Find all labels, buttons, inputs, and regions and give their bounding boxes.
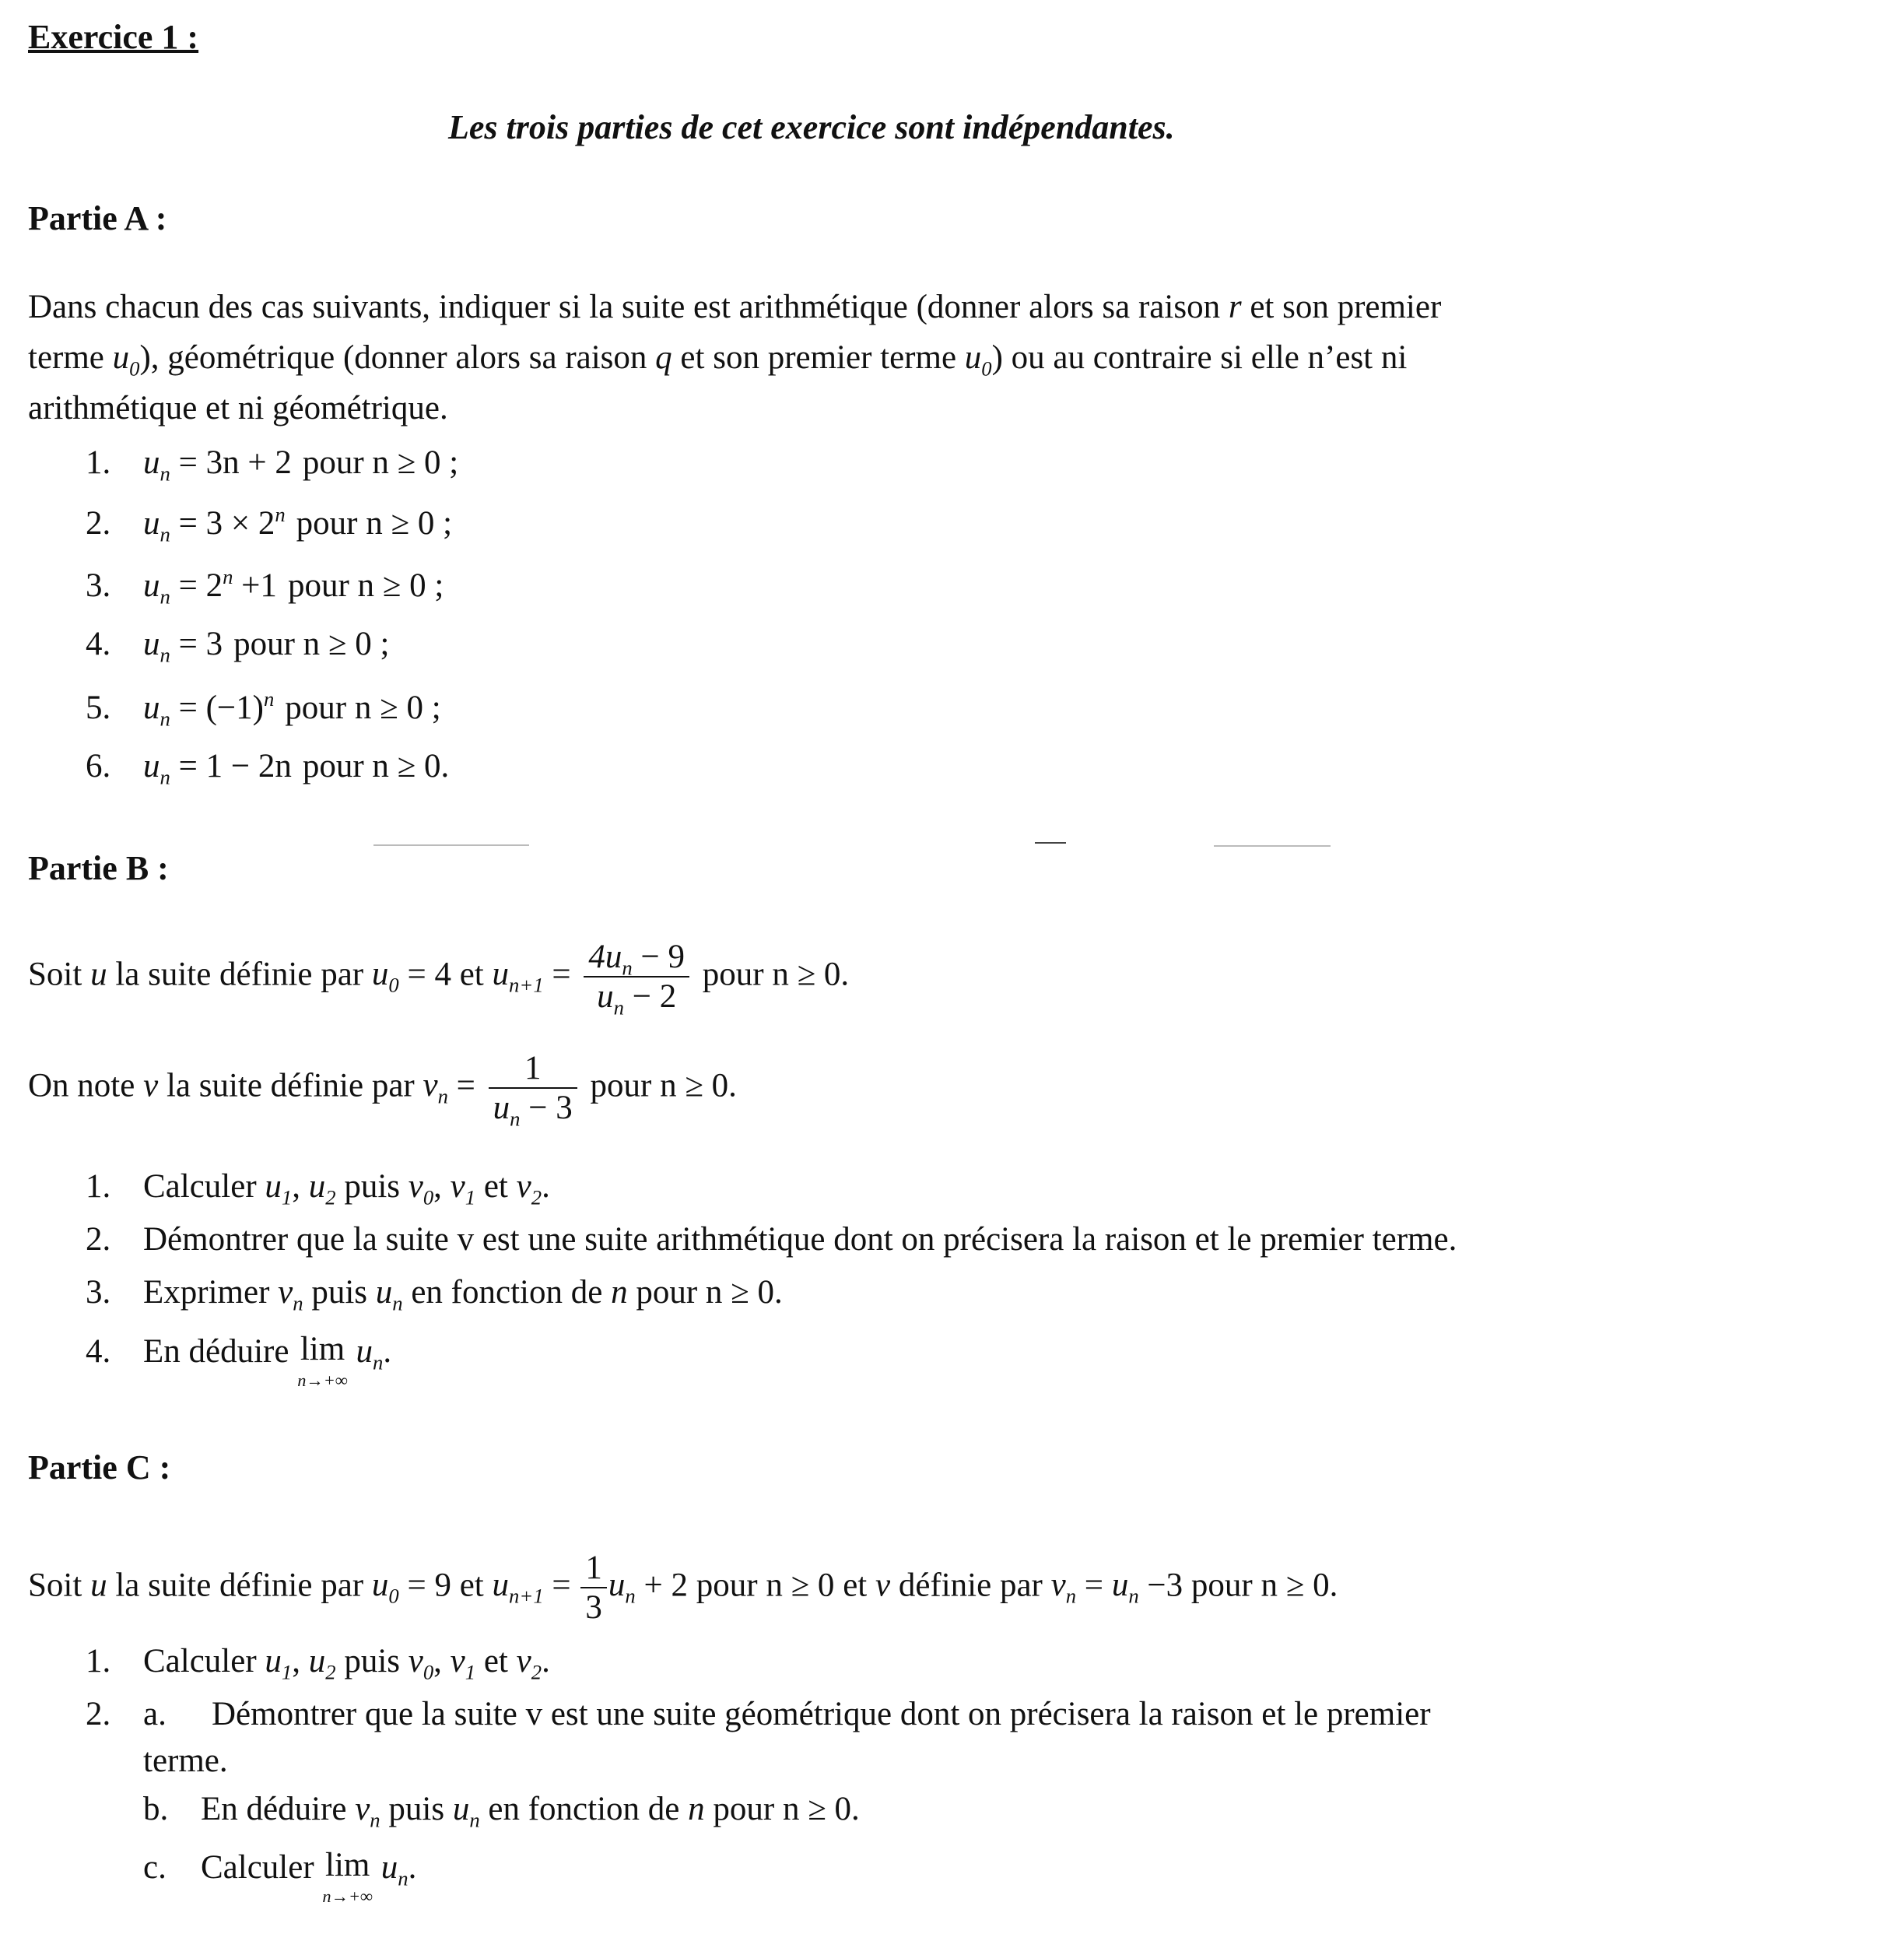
var-un: $u_n$ bbox=[143, 505, 170, 546]
text: pour n ≥ 0. bbox=[636, 1274, 783, 1311]
condition: pour n ≥ 0 ; bbox=[233, 626, 390, 662]
sub-label: b. bbox=[143, 1791, 169, 1827]
text: et bbox=[483, 1643, 508, 1679]
text: la suite définie par bbox=[115, 956, 364, 993]
scan-noise bbox=[1214, 845, 1331, 847]
frac-den-tail: − 3 bbox=[520, 1090, 573, 1127]
text: Démontrer que la suite v est une suite géométrique dont on précisera la raison et le premier bbox=[212, 1696, 1431, 1732]
var-u: u bbox=[90, 1567, 107, 1604]
frac-num-tail: − 9 bbox=[632, 939, 686, 975]
var-un: $u_n$ bbox=[143, 444, 170, 486]
condition: pour n ≥ 0. bbox=[590, 1067, 737, 1104]
intro-text: ), géométrique (donner alors sa raison bbox=[139, 339, 647, 376]
u0-value: = 4 bbox=[407, 956, 451, 993]
formula: = 3 × 2 bbox=[178, 505, 275, 542]
var-u: u bbox=[90, 956, 107, 993]
var-n: n bbox=[688, 1791, 705, 1827]
v-def: −3 bbox=[1147, 1567, 1183, 1604]
text: Calculer bbox=[143, 1643, 257, 1679]
formula: = 3n + 2 bbox=[178, 444, 292, 481]
text: puis bbox=[344, 1643, 400, 1679]
item-number: 1. bbox=[86, 444, 111, 481]
part-a-item bbox=[86, 747, 450, 789]
var-un1: $u_{n+1}$ bbox=[492, 956, 544, 997]
text: Soit bbox=[28, 956, 82, 993]
part-a-intro-line3: arithmétique et ni géométrique. bbox=[28, 390, 448, 426]
text: la suite définie par bbox=[115, 1567, 364, 1604]
part-b-heading: Partie B : bbox=[28, 849, 169, 887]
part-c-def: Soit u la suite définie par $u_0 = 9$ et $u_{n+1}$ = $\frac{1}{3}$ $u_n + 2$ pour n ≥ 0 et v définie par $v_n = u_n -3$ pour n ≥ 0. bbox=[28, 1550, 1338, 1627]
part-a-heading: Partie A : bbox=[28, 199, 167, 237]
part-a-intro-line1 bbox=[28, 288, 1441, 326]
frac-num: 1 bbox=[489, 1049, 577, 1089]
var-r: r bbox=[1228, 289, 1242, 325]
text: définie par bbox=[898, 1567, 1043, 1604]
rec-tail: + 2 bbox=[635, 1567, 689, 1604]
part-b-def-u: Soit u la suite définie par $u_0 = 4$ et $u_{n+1}$ = $\frac{4u_n - 9}{u_n - 2}$ pour n ≥ 0. bbox=[28, 939, 850, 1020]
recurrence-fraction: $\frac{4u_n - 9}{u_n - 2}$ bbox=[584, 938, 689, 1016]
part-b-q3: 3. Exprimer $v_n$ puis $u_n$ en fonction de n pour n ≥ 0. bbox=[86, 1274, 783, 1315]
var-u0: $u_0$ bbox=[112, 339, 140, 381]
item-number: 2. bbox=[86, 505, 111, 542]
part-c-heading: Partie C : bbox=[28, 1448, 171, 1486]
text: puis bbox=[388, 1791, 445, 1827]
text: pour n ≥ 0. bbox=[713, 1791, 860, 1827]
formula: = (−1) bbox=[178, 690, 264, 726]
sub-label: c. bbox=[143, 1849, 167, 1886]
part-b-def-v: On note v la suite définie par $v_n$ = $\frac{1}{u_n - 3}$ pour n ≥ 0. bbox=[28, 1050, 737, 1131]
item-number: 6. bbox=[86, 748, 111, 784]
condition: pour n ≥ 0. bbox=[1190, 1567, 1338, 1604]
item-number: 3. bbox=[86, 567, 111, 604]
text: Calculer bbox=[201, 1849, 314, 1886]
condition: pour n ≥ 0. bbox=[702, 956, 850, 993]
part-a-intro-line2 bbox=[28, 339, 1408, 381]
v-fraction: $\frac{1}{u_n - 3}$ bbox=[489, 1049, 577, 1128]
text: en fonction de bbox=[411, 1274, 603, 1311]
part-b-q2: 2. Démontrer que la suite v est une suite arithmétique dont on précisera la raison et le premier terme. bbox=[86, 1221, 1457, 1258]
part-a-item bbox=[86, 503, 453, 546]
one-third-fraction bbox=[580, 1549, 607, 1627]
lim-under: n→+∞ bbox=[322, 1887, 373, 1906]
frac-num: 4u bbox=[588, 939, 622, 975]
sub-label: a. bbox=[143, 1696, 167, 1732]
formula: = 2 bbox=[178, 567, 223, 604]
text: Démontrer que la suite v est une suite arithmétique dont on précisera la raison et le premier terme. bbox=[143, 1221, 1457, 1258]
formula: = 1 − 2n bbox=[178, 748, 292, 784]
var-un: $u_n$ bbox=[143, 748, 170, 789]
condition: pour n ≥ 0 bbox=[696, 1567, 835, 1604]
intro-text: et son premier terme bbox=[680, 339, 957, 376]
lim: lim bbox=[325, 1847, 370, 1883]
text: et bbox=[459, 1567, 484, 1604]
limit-expression bbox=[322, 1848, 373, 1905]
part-a-item bbox=[86, 444, 459, 486]
formula-tail: +1 bbox=[233, 567, 277, 604]
item-number: 4. bbox=[86, 626, 111, 662]
var-un: $u_n$ bbox=[143, 567, 170, 609]
condition: pour n ≥ 0 ; bbox=[285, 690, 441, 726]
text: et bbox=[483, 1168, 508, 1205]
var-q: q bbox=[655, 339, 672, 376]
formula: = 3 bbox=[178, 626, 223, 662]
var-u0: $u_0$ bbox=[964, 339, 992, 381]
intro-text: ) ou au contraire si elle n’est ni bbox=[991, 339, 1408, 376]
part-b-q1: 1. Calculer $u_1$, $u_2$ puis $v_0$, $v_1$ et $v_2$. bbox=[86, 1168, 550, 1209]
lim: lim bbox=[300, 1331, 345, 1367]
text: en fonction de bbox=[488, 1791, 680, 1827]
frac-num: 1 bbox=[580, 1549, 607, 1588]
exponent: n bbox=[275, 503, 286, 527]
condition: pour n ≥ 0 ; bbox=[296, 505, 453, 542]
condition: pour n ≥ 0. bbox=[302, 748, 450, 784]
part-a-item bbox=[86, 625, 390, 667]
exercise-subtitle: Les trois parties de cet exercice sont indépendantes. bbox=[448, 108, 1175, 146]
part-c-q2a-cont: terme. bbox=[143, 1743, 228, 1779]
exponent: n bbox=[223, 565, 233, 589]
text: En déduire bbox=[143, 1333, 289, 1370]
u0-value: = 9 bbox=[407, 1567, 451, 1604]
scan-noise bbox=[1035, 842, 1066, 844]
text: Soit bbox=[28, 1567, 82, 1604]
frac-den-tail: − 2 bbox=[624, 978, 677, 1016]
condition: pour n ≥ 0 ; bbox=[302, 444, 459, 481]
var-un: $u_n$ bbox=[143, 690, 170, 731]
exercise-title: Exercice 1 : bbox=[28, 18, 199, 56]
frac-den: 3 bbox=[585, 1589, 602, 1627]
text: la suite définie par bbox=[166, 1067, 415, 1104]
var-vn: $v_n$ bbox=[423, 1067, 448, 1108]
part-a-item bbox=[86, 565, 444, 609]
var-v: v bbox=[143, 1067, 159, 1104]
text: En déduire bbox=[201, 1791, 347, 1827]
part-c-q2a bbox=[86, 1695, 1431, 1733]
item-number: 2. bbox=[86, 1696, 111, 1732]
exponent: n bbox=[263, 687, 275, 711]
text: Calculer bbox=[143, 1168, 257, 1205]
part-a-item bbox=[86, 687, 441, 731]
text: et bbox=[459, 956, 484, 993]
text: puis bbox=[344, 1168, 400, 1205]
part-c-q2b: b. En déduire $v_n$ puis $u_n$ en fonction de n pour n ≥ 0. bbox=[143, 1791, 860, 1832]
item-number: 5. bbox=[86, 690, 111, 726]
intro-text: Dans chacun des cas suivants, indiquer si la suite est arithmétique (donner alors sa raison bbox=[28, 289, 1221, 325]
part-b-q4: 4. En déduire lim n→+∞ $u_n$. bbox=[86, 1331, 392, 1390]
limit-expression bbox=[297, 1332, 348, 1389]
var-v: v bbox=[875, 1567, 891, 1604]
lim-under: n→+∞ bbox=[297, 1371, 348, 1390]
var-un: $u_n$ bbox=[143, 626, 170, 667]
condition: pour n ≥ 0 ; bbox=[287, 567, 444, 604]
text: Exprimer bbox=[143, 1274, 270, 1311]
text: puis bbox=[311, 1274, 367, 1311]
part-c-q1: 1. Calculer $u_1$, $u_2$ puis $v_0$, $v_1$ et $v_2$. bbox=[86, 1643, 550, 1684]
intro-text: terme bbox=[28, 339, 104, 376]
var-n: n bbox=[611, 1274, 628, 1311]
intro-text: et son premier bbox=[1250, 289, 1442, 325]
var-u0: $u_0$ bbox=[371, 956, 399, 997]
part-c-q2c: c. Calculer lim n→+∞ $u_n$. bbox=[143, 1847, 417, 1906]
text: On note bbox=[28, 1067, 135, 1104]
scan-noise bbox=[373, 844, 529, 846]
text: et bbox=[843, 1567, 868, 1604]
